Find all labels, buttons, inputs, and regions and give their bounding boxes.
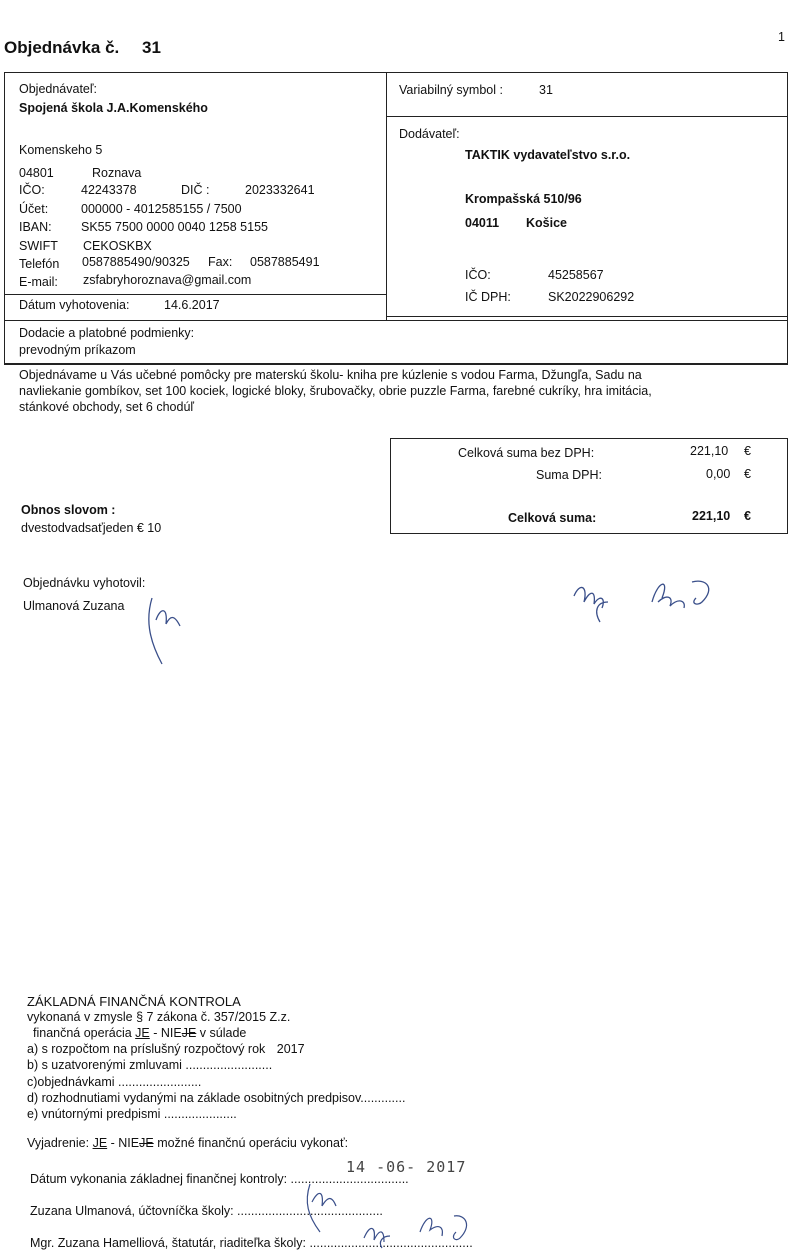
supplier-ico: 45258567 xyxy=(548,268,604,282)
orderer-swift: CEKOSKBX xyxy=(83,239,152,253)
control-c: c)objednávkami ........................ xyxy=(27,1075,202,1089)
opinion-je: JE xyxy=(92,1136,108,1150)
orderer-ico-label: IČO: xyxy=(19,183,45,197)
op-nie: NIE xyxy=(160,1026,182,1040)
vs-divider xyxy=(386,116,788,117)
control-line-1: vykonaná v zmysle § 7 zákona č. 357/2015 Z.z. xyxy=(27,1010,291,1024)
control-a-year: 2017 xyxy=(276,1042,305,1056)
currency-3: € xyxy=(744,509,751,523)
supplier-icdph-label: IČ DPH: xyxy=(465,290,511,304)
op-je: JE xyxy=(135,1026,150,1040)
opinion-prefix: Vyjadrenie: xyxy=(27,1136,90,1150)
director-signature xyxy=(566,572,726,632)
opinion-dash: - xyxy=(107,1136,119,1150)
accountant-line: Zuzana Ulmanová, účtovníčka školy: .......................................... xyxy=(30,1204,383,1218)
control-b: b) s uzatvorenými zmluvami ......................... xyxy=(27,1058,273,1072)
issuer-signature xyxy=(140,588,188,672)
director-signature-bottom xyxy=(358,1208,478,1254)
op-je-struck: JE xyxy=(181,1026,197,1040)
orderer-bottom xyxy=(4,294,386,295)
terms-value: prevodným príkazom xyxy=(19,343,136,357)
orderer-account-label: Účet: xyxy=(19,202,49,216)
control-opinion xyxy=(27,1136,348,1150)
date-bottom xyxy=(4,320,788,321)
description-top xyxy=(4,364,788,365)
op-suffix: v súlade xyxy=(199,1026,247,1040)
opinion-suffix: možné finančnú operáciu vykonať: xyxy=(157,1136,349,1150)
orderer-fax: 0587885491 xyxy=(250,255,320,269)
opinion-je-struck: JE xyxy=(139,1136,154,1150)
supplier-bottom xyxy=(386,316,788,317)
date-value: 14.6.2017 xyxy=(164,298,220,312)
vat-label: Suma DPH: xyxy=(536,468,602,482)
terms-label: Dodacie a platobné podmienky: xyxy=(19,326,195,340)
orderer-swift-label: SWIFT xyxy=(19,239,58,253)
orderer-street: Komenskeho 5 xyxy=(19,143,103,157)
date-label: Dátum vyhotovenia: xyxy=(19,298,130,312)
total-without-vat: 221,10 xyxy=(690,444,729,458)
control-date-stamp: 14 -06- 2017 xyxy=(346,1158,467,1176)
orderer-dic: 2023332641 xyxy=(245,183,315,197)
supplier-zip: 04011 xyxy=(465,216,500,230)
description-line-2: navliekanie gombíkov, set 100 kociek, logické bloky, šrubovačky, obrie puzzle Farma, farebné cukríky, hra imitácia, xyxy=(19,384,652,398)
control-d: d) rozhodnutiami vydanými na základe osobitných predpisov............. xyxy=(27,1091,406,1105)
supplier-name: TAKTIK vydavateľstvo s.r.o. xyxy=(465,148,631,162)
title-label: Objednávka č. xyxy=(4,38,120,57)
vat-value: 0,00 xyxy=(706,467,731,481)
words-value: dvestodvadsaťjeden € 10 xyxy=(21,521,162,535)
control-date-label: Dátum vykonania základnej finančnej kontroly: .................................. xyxy=(30,1172,409,1186)
opinion-nie: NIE xyxy=(118,1136,140,1150)
words-label: Obnos slovom : xyxy=(21,503,116,517)
orderer-zip: 04801 xyxy=(19,166,54,180)
vs-label: Variabilný symbol : xyxy=(399,83,503,97)
control-a xyxy=(27,1042,305,1056)
orderer-fax-label: Fax: xyxy=(208,255,233,269)
op-dash: - xyxy=(149,1026,161,1040)
supplier-icdph: SK2022906292 xyxy=(548,290,635,304)
orderer-name: Spojená škola J.A.Komenského xyxy=(19,101,208,115)
supplier-city: Košice xyxy=(526,216,567,230)
orderer-phone-label: Telefón xyxy=(19,257,60,271)
issued-by-name: Ulmanová Zuzana xyxy=(23,599,125,613)
page-title xyxy=(4,38,161,58)
control-operation xyxy=(33,1026,246,1040)
control-e: e) vnútornými predpismi ..................... xyxy=(27,1107,237,1121)
issued-by-label: Objednávku vyhotovil: xyxy=(23,576,146,590)
orderer-account: 000000 - 4012585155 / 7500 xyxy=(81,202,242,216)
supplier-street: Krompašská 510/96 xyxy=(465,192,582,206)
orderer-email: zsfabryhoroznava@gmail.com xyxy=(83,273,252,287)
op-prefix: finančná operácia xyxy=(33,1026,132,1040)
currency-2: € xyxy=(744,467,751,481)
orderer-city: Roznava xyxy=(92,166,142,180)
accountant-signature xyxy=(300,1176,350,1238)
orderer-email-label: E-mail: xyxy=(19,275,58,289)
orderer-iban: SK55 7500 0000 0040 1258 5155 xyxy=(81,220,268,234)
vs-value: 31 xyxy=(539,83,553,97)
orderer-ico: 42243378 xyxy=(81,183,137,197)
orderer-dic-label: DIČ : xyxy=(181,183,210,197)
supplier-ico-label: IČO: xyxy=(465,268,491,282)
control-a-text: a) s rozpočtom na príslušný rozpočtový rok xyxy=(27,1042,266,1056)
total-label: Celková suma: xyxy=(508,511,597,525)
order-number: 31 xyxy=(142,38,161,57)
column-divider xyxy=(386,72,387,320)
currency-1: € xyxy=(744,444,751,458)
orderer-label: Objednávateľ: xyxy=(19,82,98,96)
page-number: 1 xyxy=(778,30,785,44)
total-without-vat-label: Celková suma bez DPH: xyxy=(458,446,595,460)
director-line: Mgr. Zuzana Hamelliová, štatutár, riaditeľka školy: ............................................... xyxy=(30,1236,473,1250)
supplier-label: Dodávateľ: xyxy=(399,127,460,141)
description-line-1: Objednávame u Vás učebné pomôcky pre materskú školu- kniha pre kúzlenie s vodou Farma, Džungľa, Sadu na xyxy=(19,368,642,382)
control-title: ZÁKLADNÁ FINANČNÁ KONTROLA xyxy=(27,994,241,1009)
orderer-iban-label: IBAN: xyxy=(19,220,52,234)
description-line-3: stánkové obchody, set 6 chodúľ xyxy=(19,400,195,414)
total-value: 221,10 xyxy=(692,509,731,523)
orderer-phone: 0587885490/90325 xyxy=(82,255,190,269)
